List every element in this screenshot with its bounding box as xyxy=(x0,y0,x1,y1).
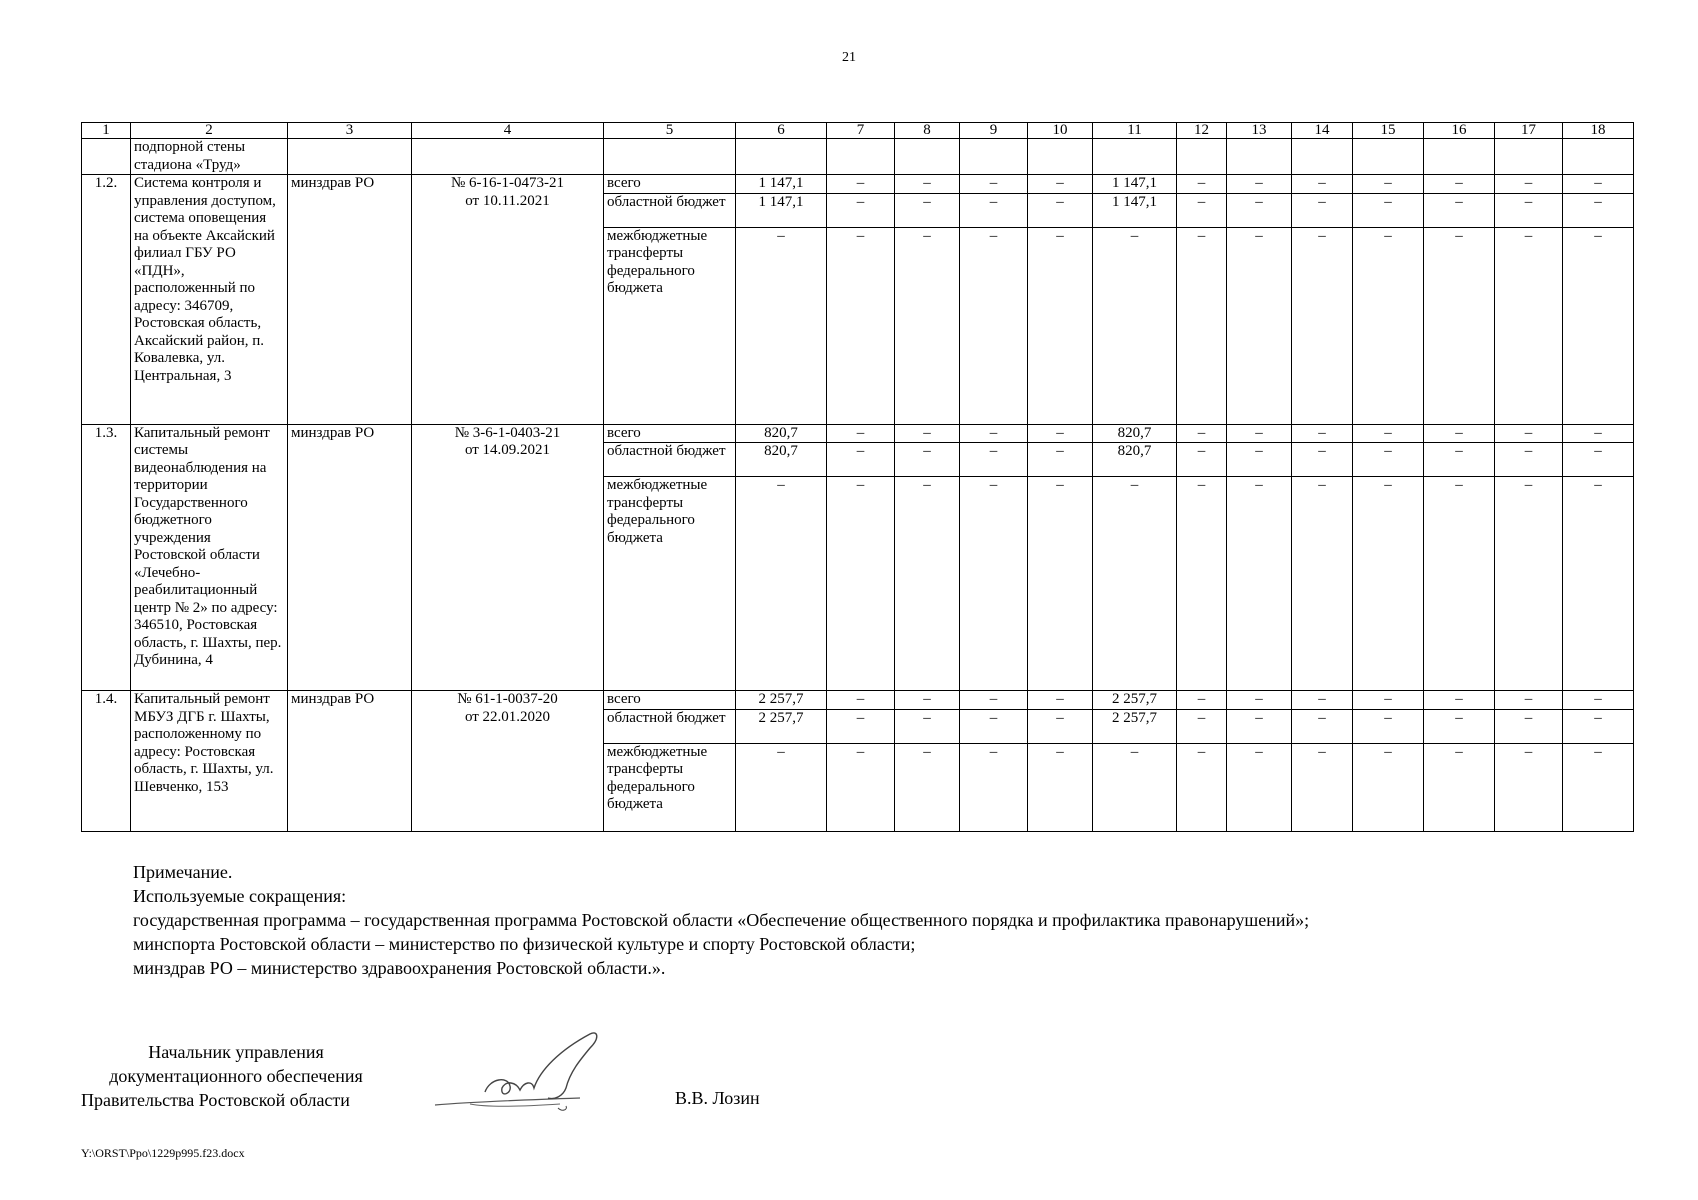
table-row xyxy=(82,424,1634,443)
funding-source: областной бюджет xyxy=(604,193,736,227)
value-col-14: – xyxy=(1292,443,1353,477)
value-col-16: – xyxy=(1424,709,1495,743)
value-col-10: – xyxy=(1028,175,1093,194)
value-col-14: – xyxy=(1292,227,1353,424)
value-col-11: 1 147,1 xyxy=(1093,193,1177,227)
header-cell: 8 xyxy=(895,123,960,139)
value-col-16: – xyxy=(1424,477,1495,691)
value-col-6: 820,7 xyxy=(736,443,827,477)
value-col-17: – xyxy=(1495,709,1563,743)
value-col-8: – xyxy=(895,743,960,831)
value-col-15: – xyxy=(1353,424,1424,443)
value-col-12: – xyxy=(1177,193,1227,227)
value-col-6: 1 147,1 xyxy=(736,193,827,227)
value-col-15: – xyxy=(1353,691,1424,710)
document-number: № 6-16-1-0473-21 xyxy=(450,175,565,191)
value-col-17: – xyxy=(1495,193,1563,227)
value-col-18: – xyxy=(1563,691,1634,710)
object-name: Капитальный ремонт МБУЗ ДГБ г. Шахты, расположенному по адресу: Ростовская область, г. Шахты, ул. Шевченко, 153 xyxy=(131,691,288,832)
value-col-11: – xyxy=(1093,743,1177,831)
executor: минздрав РО xyxy=(288,691,412,832)
value-col-8: – xyxy=(895,443,960,477)
funding-source: областной бюджет xyxy=(604,709,736,743)
value-col-13: – xyxy=(1227,175,1292,194)
header-cell: 3 xyxy=(288,123,412,139)
executor: минздрав РО xyxy=(288,424,412,691)
value-col-16: – xyxy=(1424,227,1495,424)
value-col-6: – xyxy=(736,477,827,691)
value-col-12: – xyxy=(1177,691,1227,710)
header-cell: 7 xyxy=(827,123,895,139)
funding-source: межбюджетные трансферты федерального бюджета xyxy=(604,743,736,831)
header-cell: 2 xyxy=(131,123,288,139)
header-cell: 9 xyxy=(960,123,1028,139)
value-col-17: – xyxy=(1495,477,1563,691)
signature-position xyxy=(81,1040,391,1112)
header-cell: 1 xyxy=(82,123,131,139)
header-cell: 16 xyxy=(1424,123,1495,139)
page-number: 21 xyxy=(842,50,856,65)
position-line: Начальник управления xyxy=(148,1042,324,1062)
value-col-12: – xyxy=(1177,443,1227,477)
value-col-7: – xyxy=(827,709,895,743)
value-col-18: – xyxy=(1563,175,1634,194)
value-col-15: – xyxy=(1353,193,1424,227)
document-ref xyxy=(412,424,604,691)
value-col-8: – xyxy=(895,709,960,743)
table-row xyxy=(82,175,1634,194)
document-ref xyxy=(412,175,604,425)
header-cell: 14 xyxy=(1292,123,1353,139)
value-col-7: – xyxy=(827,691,895,710)
value-col-6: 1 147,1 xyxy=(736,175,827,194)
value-col-6: 820,7 xyxy=(736,424,827,443)
executor: минздрав РО xyxy=(288,175,412,425)
value-col-16: – xyxy=(1424,691,1495,710)
value-col-7: – xyxy=(827,227,895,424)
value-col-18: – xyxy=(1563,743,1634,831)
value-col-14: – xyxy=(1292,709,1353,743)
document-number: № 61-1-0037-20 xyxy=(457,691,558,707)
value-col-11: 820,7 xyxy=(1093,424,1177,443)
value-col-11: 2 257,7 xyxy=(1093,709,1177,743)
value-col-13: – xyxy=(1227,477,1292,691)
funding-source: областной бюджет xyxy=(604,443,736,477)
value-col-8: – xyxy=(895,175,960,194)
value-col-10: – xyxy=(1028,477,1093,691)
value-col-6: – xyxy=(736,743,827,831)
handwritten-signature xyxy=(430,1030,630,1120)
header-cell: 10 xyxy=(1028,123,1093,139)
document-number: № 3-6-1-0403-21 xyxy=(454,424,561,441)
value-col-14: – xyxy=(1292,193,1353,227)
notes xyxy=(133,860,1309,980)
notes-line: минспорта Ростовской области – министерство по физической культуре и спорту Ростовской области; xyxy=(133,934,916,954)
value-col-18: – xyxy=(1563,227,1634,424)
position-line: документационного обеспечения xyxy=(109,1066,363,1086)
value-col-17: – xyxy=(1495,443,1563,477)
row-number: 1.4. xyxy=(82,691,131,832)
value-col-9: – xyxy=(960,193,1028,227)
value-col-12: – xyxy=(1177,709,1227,743)
header-cell: 6 xyxy=(736,123,827,139)
value-col-18: – xyxy=(1563,477,1634,691)
value-col-15: – xyxy=(1353,709,1424,743)
value-col-9: – xyxy=(960,709,1028,743)
header-cell: 17 xyxy=(1495,123,1563,139)
value-col-18: – xyxy=(1563,424,1634,443)
value-col-10: – xyxy=(1028,691,1093,710)
value-col-11: – xyxy=(1093,477,1177,691)
continuation-row xyxy=(82,139,1634,175)
notes-line: минздрав РО – министерство здравоохранения Ростовской области.». xyxy=(133,958,666,978)
value-col-10: – xyxy=(1028,193,1093,227)
value-col-7: – xyxy=(827,743,895,831)
value-col-7: – xyxy=(827,443,895,477)
value-col-18: – xyxy=(1563,709,1634,743)
notes-title: Примечание. xyxy=(133,862,233,882)
value-col-14: – xyxy=(1292,477,1353,691)
value-col-15: – xyxy=(1353,477,1424,691)
value-col-15: – xyxy=(1353,443,1424,477)
value-col-10: – xyxy=(1028,709,1093,743)
document-date: от 10.11.2021 xyxy=(465,192,550,209)
value-col-12: – xyxy=(1177,175,1227,194)
value-col-10: – xyxy=(1028,443,1093,477)
notes-subtitle: Используемые сокращения: xyxy=(133,886,347,906)
header-cell: 11 xyxy=(1093,123,1177,139)
value-col-13: – xyxy=(1227,691,1292,710)
value-col-9: – xyxy=(960,691,1028,710)
value-col-9: – xyxy=(960,477,1028,691)
header-cell: 18 xyxy=(1563,123,1634,139)
value-col-17: – xyxy=(1495,424,1563,443)
value-col-12: – xyxy=(1177,477,1227,691)
value-col-8: – xyxy=(895,227,960,424)
value-col-16: – xyxy=(1424,193,1495,227)
value-col-10: – xyxy=(1028,227,1093,424)
signer-name: В.В. Лозин xyxy=(675,1088,760,1108)
header-cell: 13 xyxy=(1227,123,1292,139)
value-col-17: – xyxy=(1495,227,1563,424)
value-col-18: – xyxy=(1563,193,1634,227)
value-col-13: – xyxy=(1227,424,1292,443)
header-cell: 15 xyxy=(1353,123,1424,139)
funding-source: межбюджетные трансферты федерального бюджета xyxy=(604,227,736,424)
position-line: Правительства Ростовской области xyxy=(81,1090,350,1110)
value-col-14: – xyxy=(1292,743,1353,831)
value-col-10: – xyxy=(1028,424,1093,443)
value-col-14: – xyxy=(1292,424,1353,443)
header-cell: 4 xyxy=(412,123,604,139)
value-col-11: 1 147,1 xyxy=(1093,175,1177,194)
value-col-13: – xyxy=(1227,709,1292,743)
value-col-13: – xyxy=(1227,227,1292,424)
value-col-9: – xyxy=(960,227,1028,424)
value-col-9: – xyxy=(960,175,1028,194)
row-number: 1.3. xyxy=(82,424,131,691)
document-date: от 22.01.2020 xyxy=(464,708,551,725)
notes-line: государственная программа – государственная программа Ростовской области «Обеспечение общественного порядка и профилактика правонарушений»; xyxy=(133,910,1310,930)
value-col-12: – xyxy=(1177,227,1227,424)
funding-source: всего xyxy=(604,691,736,710)
value-col-17: – xyxy=(1495,743,1563,831)
value-col-17: – xyxy=(1495,175,1563,194)
value-col-11: – xyxy=(1093,227,1177,424)
value-col-7: – xyxy=(827,193,895,227)
value-col-8: – xyxy=(895,691,960,710)
document-ref xyxy=(412,691,604,832)
continuation-name: подпорной стены стадиона «Труд» xyxy=(131,139,288,175)
value-col-13: – xyxy=(1227,743,1292,831)
value-col-7: – xyxy=(827,424,895,443)
value-col-15: – xyxy=(1353,175,1424,194)
document-date: от 14.09.2021 xyxy=(464,442,551,458)
value-col-13: – xyxy=(1227,193,1292,227)
object-name: Капитальный ремонт системы видеонаблюдения на территории Государственного бюджетного учреждения Ростовской области «Лечебно-реабилитационный центр № 2» по адресу: 346510, Ростовская область, г. Шахты, пер. Дубинина, 4 xyxy=(131,424,288,691)
value-col-16: – xyxy=(1424,424,1495,443)
value-col-11: 820,7 xyxy=(1093,443,1177,477)
value-col-7: – xyxy=(827,477,895,691)
value-col-10: – xyxy=(1028,743,1093,831)
file-path: Y:\ORST\Ppo\1229p995.f23.docx xyxy=(81,1146,245,1160)
value-col-9: – xyxy=(960,424,1028,443)
table-row xyxy=(82,691,1634,710)
value-col-6: – xyxy=(736,227,827,424)
value-col-8: – xyxy=(895,424,960,443)
value-col-8: – xyxy=(895,477,960,691)
value-col-18: – xyxy=(1563,443,1634,477)
header-cell: 5 xyxy=(604,123,736,139)
value-col-12: – xyxy=(1177,743,1227,831)
value-col-13: – xyxy=(1227,443,1292,477)
value-col-16: – xyxy=(1424,175,1495,194)
header-cell: 12 xyxy=(1177,123,1227,139)
value-col-9: – xyxy=(960,443,1028,477)
value-col-16: – xyxy=(1424,743,1495,831)
value-col-9: – xyxy=(960,743,1028,831)
value-col-6: 2 257,7 xyxy=(736,691,827,710)
funding-source: межбюджетные трансферты федерального бюджета xyxy=(604,477,736,691)
value-col-6: 2 257,7 xyxy=(736,709,827,743)
value-col-7: – xyxy=(827,175,895,194)
row-number: 1.2. xyxy=(82,175,131,425)
value-col-11: 2 257,7 xyxy=(1093,691,1177,710)
value-col-14: – xyxy=(1292,691,1353,710)
value-col-14: – xyxy=(1292,175,1353,194)
financing-table xyxy=(81,122,1634,832)
value-col-15: – xyxy=(1353,743,1424,831)
value-col-12: – xyxy=(1177,424,1227,443)
funding-source: всего xyxy=(604,424,736,443)
value-col-8: – xyxy=(895,193,960,227)
value-col-15: – xyxy=(1353,227,1424,424)
value-col-17: – xyxy=(1495,691,1563,710)
header-row xyxy=(82,123,1634,139)
value-col-16: – xyxy=(1424,443,1495,477)
object-name: Система контроля и управления доступом, система оповещения на объекте Аксайский филиал ГБУ РО «ПДН», расположенный по адресу: 346709, Ростовская область, Аксайский район, п. Ковалевка, ул. Центральная, 3 xyxy=(131,175,288,425)
funding-source: всего xyxy=(604,175,736,194)
